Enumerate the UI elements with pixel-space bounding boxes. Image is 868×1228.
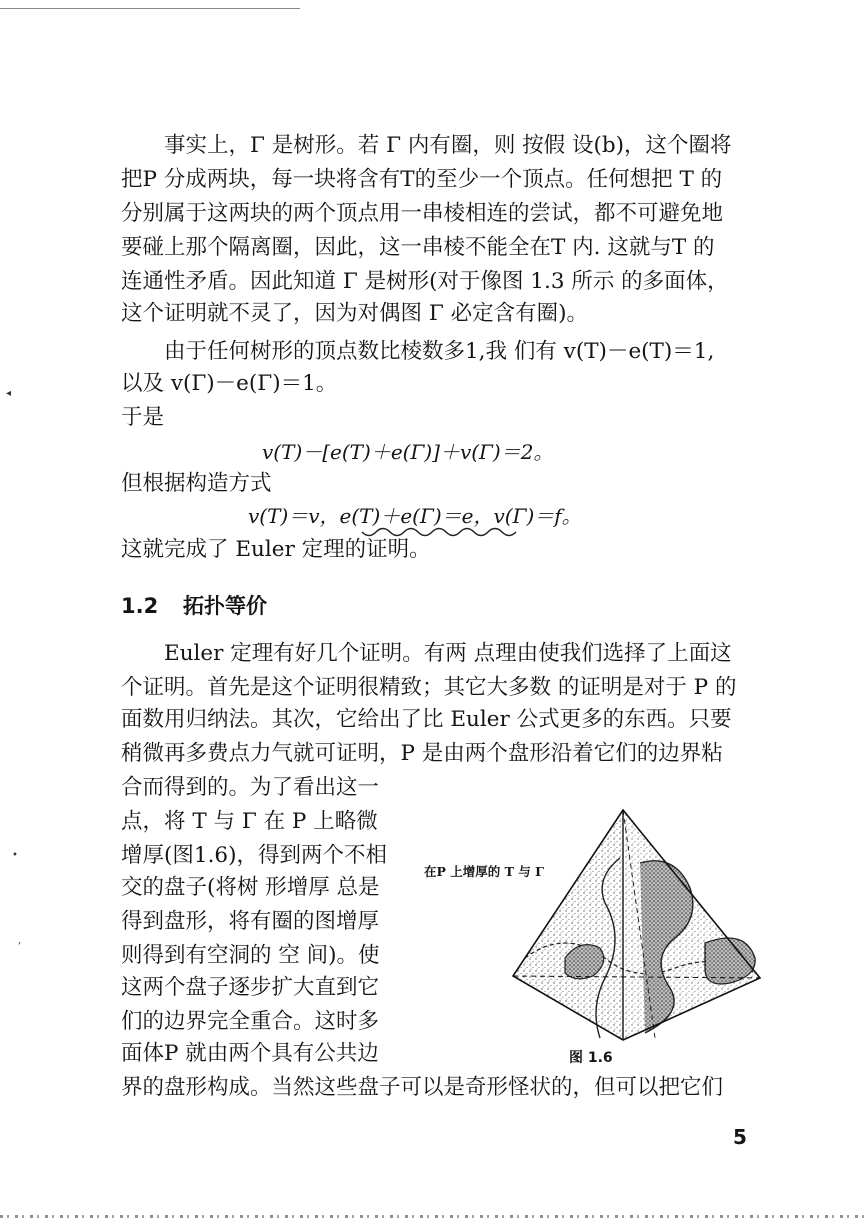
figure-tetrahedron — [505, 808, 795, 1048]
text-line: 但根据构造方式 — [121, 471, 272, 496]
paragraph-line: 要碰上那个隔离圈，因此，这一串棱不能全在T 内. 这就与T 的 — [121, 235, 715, 260]
paragraph-line: 把P 分成两块，每一块将含有T的至少一个顶点。任何想把 T 的 — [121, 167, 723, 192]
paragraph-line: 得到盘形，将有圈的图增厚 — [121, 909, 380, 934]
text-line: 这就完成了 Euler 定理的证明。 — [121, 537, 431, 562]
paragraph-line: 界的盘形构成。当然这些盘子可以是奇形怪状的，但可以把它们 — [121, 1075, 724, 1100]
paragraph-line: 分别属于这两块的两个顶点用一串棱相连的尝试，都不可避免地 — [121, 201, 724, 226]
paragraph-line: 这个证明就不灵了，因为对偶图 Γ 必定含有圈)。 — [121, 301, 588, 326]
section-title: 拓扑等价 — [183, 594, 267, 618]
paragraph-line: 个证明。首先是这个证明很精致；其它大多数 的证明是对于 P 的 — [121, 675, 737, 700]
margin-mark: , — [18, 935, 22, 946]
top-rule — [0, 8, 300, 9]
paragraph-line: 由于任何树形的顶点数比棱数多1,我 们有 v(T)－e(T)＝1, — [164, 339, 715, 364]
equation: v(T)＝v，e(T)＋e(Γ)＝e，v(Γ)＝f。 — [248, 504, 582, 528]
paragraph-line: 们的边界完全重合。这时多 — [121, 1009, 380, 1034]
page-number: 5 — [733, 1125, 747, 1149]
figure-label: 在P 上增厚的 T 与 Γ — [424, 864, 544, 879]
paragraph-line: 点，将 T 与 Γ 在 P 上略微 — [121, 809, 378, 834]
equation: v(T)－[e(T)＋e(Γ)]＋v(Γ)＝2。 — [262, 440, 554, 464]
bottom-rule — [0, 1215, 868, 1218]
paragraph-line: 稍微再多费点力气就可证明，P 是由两个盘形沿着它们的边界粘 — [121, 741, 723, 766]
section-number: 1.2 — [121, 594, 159, 618]
paragraph-line: 连通性矛盾。因此知道 Γ 是树形(对于像图 1.3 所示 的多面体， — [121, 269, 729, 294]
paragraph-line: 事实上，Γ 是树形。若 Γ 内有圈，则 按假 设(b)，这个圈将 — [164, 133, 732, 158]
figure-caption: 图 1.6 — [569, 1050, 613, 1066]
paragraph-line: 增厚(图1.6)，得到两个不相 — [121, 843, 387, 868]
text-line: 于是 — [121, 405, 165, 430]
paragraph-line: 这两个盘子逐步扩大直到它 — [121, 975, 380, 1000]
paragraph-line: 合而得到的。为了看出这一 — [121, 775, 380, 800]
paragraph-line: 交的盘子(将树 形增厚 总是 — [121, 875, 380, 900]
margin-mark: • — [12, 850, 18, 861]
paragraph-line: 则得到有空洞的 空 间)。使 — [121, 943, 380, 968]
paragraph-line: 以及 v(Γ)－e(Γ)＝1。 — [121, 371, 338, 396]
paragraph-line: 面数用归纳法。其次，它给出了比 Euler 公式更多的东西。只要 — [121, 707, 732, 732]
margin-mark: ◂ — [6, 388, 12, 399]
paragraph-line: 面体P 就由两个具有公共边 — [121, 1041, 379, 1066]
paragraph-line: Euler 定理有好几个证明。有两 点理由使我们选择了上面这 — [164, 641, 732, 666]
